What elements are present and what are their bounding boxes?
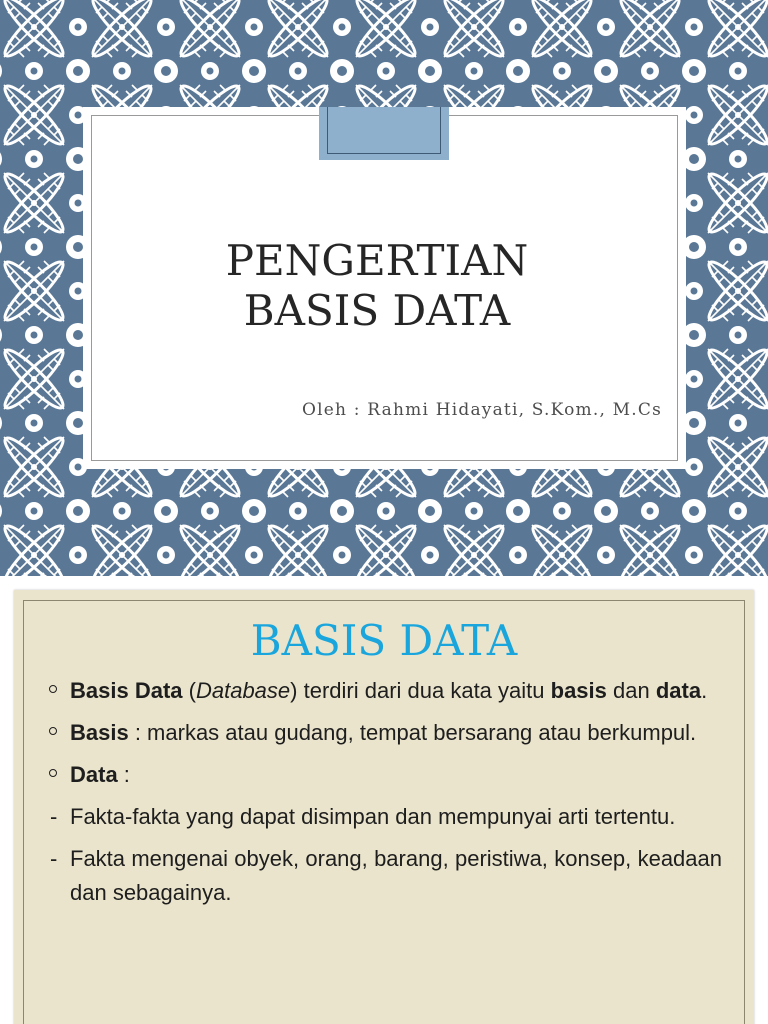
content-slide — [0, 576, 768, 1024]
dash-bullet-icon: - — [50, 804, 58, 829]
bullet-text-run: ) terdiri dari dua kata yaitu — [290, 678, 551, 703]
bullet-text-run: Fakta-fakta yang dapat disimpan dan mempunyai arti tertentu. — [70, 804, 676, 829]
slide-title-line1: PENGERTIAN — [225, 236, 529, 285]
slide-subtitle: Oleh : Rahmi Hidayati, S.Kom., M.Cs — [301, 400, 662, 420]
bullet-text-run: data — [655, 678, 702, 703]
bullet-text-run: Database — [195, 678, 291, 703]
bullet-text-run: Fakta mengenai obyek, orang, barang, peristiwa, konsep, keadaan dan sebagainya. — [70, 846, 722, 905]
bullet-item — [48, 800, 722, 834]
bullet-text-run: Basis — [70, 720, 129, 745]
slide-title — [83, 236, 671, 336]
bullet-item — [48, 842, 722, 910]
bullet-text-run: : — [117, 762, 130, 787]
bullet-item — [48, 758, 722, 792]
content-heading: BASIS DATA — [250, 616, 518, 665]
bullet-text-run: . — [701, 678, 708, 703]
ring-bullet-icon — [48, 758, 66, 792]
bullet-text-run: ( — [182, 678, 196, 703]
ring-bullet-icon — [48, 716, 66, 750]
bullet-text-run: dan — [606, 678, 656, 703]
bullet-item — [48, 674, 722, 708]
bullet-list — [48, 674, 722, 918]
bullet-text-run: : markas atau gudang, tempat bersarang atau berkumpul. — [128, 720, 697, 745]
title-tab-decoration — [319, 107, 449, 160]
slide-title-line2: BASIS DATA — [243, 286, 511, 335]
bullet-text-run: basis — [550, 678, 607, 703]
ring-bullet-icon — [48, 674, 66, 708]
bullet-text-run: Basis Data — [70, 678, 183, 703]
bullet-text-run: Data — [70, 762, 118, 787]
bullet-item — [48, 716, 722, 750]
dash-bullet-icon: - — [50, 846, 58, 871]
